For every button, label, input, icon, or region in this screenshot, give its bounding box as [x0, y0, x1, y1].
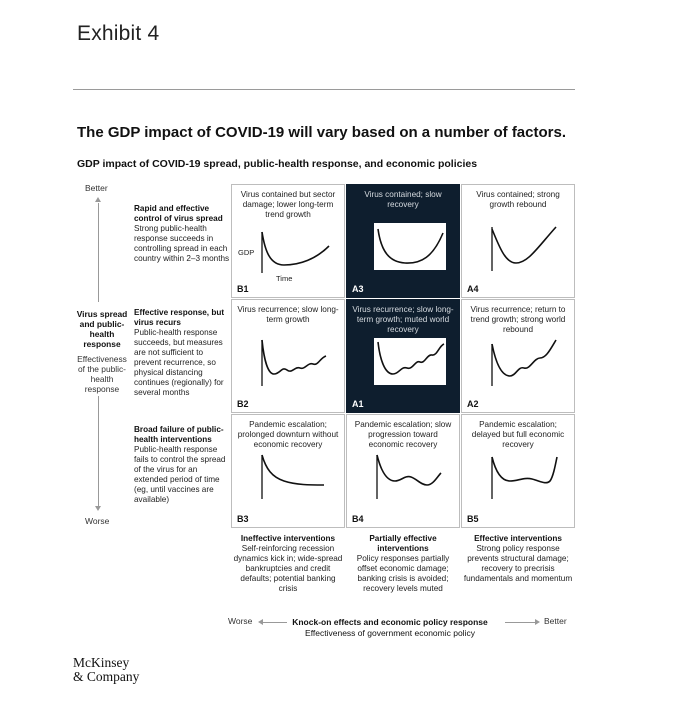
gdp-curve-a4 — [462, 185, 576, 299]
scenario-cell-b1 — [231, 184, 345, 298]
scenario-cell-a1 — [346, 299, 460, 413]
gdp-curve-a1 — [347, 300, 461, 414]
y-axis-title: Virus spread and public-health response — [76, 309, 128, 349]
scenario-description: Virus contained but sector damage; lower long-term trend growth — [240, 190, 336, 219]
y-axis-down-arrow-icon — [95, 506, 101, 511]
scenario-description: Virus contained; strong growth rebound — [476, 190, 560, 209]
scenario-id: A1 — [352, 399, 364, 409]
scenario-description: Virus contained; slow recovery — [364, 190, 442, 209]
scenario-id: B4 — [352, 514, 364, 524]
column-label-ineffective — [231, 534, 345, 594]
row-desc: Public-health response succeeds, but measures are not sufficient to prevent recurrence, so physical distancing continues (regionally) for several months — [134, 328, 224, 397]
scenario-id: B3 — [237, 514, 249, 524]
x-axis-line-right — [505, 622, 535, 623]
scenario-id: A4 — [467, 284, 479, 294]
x-axis-subtitle: Effectiveness of government economic policy — [305, 628, 475, 638]
scenario-description: Virus recurrence; return to trend growth; strong world rebound — [470, 305, 566, 334]
scenario-grid — [231, 184, 576, 529]
x-axis-line-left — [263, 622, 287, 623]
column-label-partial — [346, 534, 460, 594]
x-axis-left-label: Worse — [228, 616, 253, 626]
y-axis-subtitle: Effectiveness of the public-health response — [77, 354, 127, 394]
scenario-cell-a4 — [461, 184, 575, 298]
row-desc: Strong public-health response succeeds in controlling spread in each country within 2–3 months — [134, 224, 230, 263]
scenario-description: Pandemic escalation; delayed but full economic recovery — [471, 420, 565, 449]
gdp-curve-b2 — [232, 300, 346, 414]
headline: The GDP impact of COVID-19 will vary based on a number of factors. — [77, 124, 567, 141]
gdp-curve-a2 — [462, 300, 576, 414]
header-divider — [73, 89, 575, 90]
mckinsey-logo — [73, 656, 139, 684]
exhibit-label: Exhibit 4 — [77, 22, 160, 45]
x-axis-title: Knock-on effects and economic policy response — [292, 617, 488, 627]
y-axis-bottom-label: Worse — [85, 516, 110, 526]
time-axis-label: Time — [276, 274, 293, 283]
column-title: Ineffective interventions — [240, 534, 336, 543]
column-label-effective — [461, 534, 575, 584]
logo-line-1: McKinsey — [73, 655, 130, 670]
gdp-curve-a3 — [347, 185, 461, 299]
scenario-cell-b4 — [346, 414, 460, 528]
row-title: Rapid and effective control of virus spread — [134, 204, 223, 223]
scenario-id: B5 — [467, 514, 479, 524]
scenario-id: A2 — [467, 399, 479, 409]
column-title: Effective interventions — [474, 534, 562, 543]
scenario-id: B1 — [237, 284, 249, 294]
scenario-description: Pandemic escalation; slow progression toward economic recovery — [354, 420, 452, 449]
x-axis-title-block — [290, 617, 490, 639]
x-axis-right-label: Better — [544, 616, 567, 626]
x-axis-right-arrow-icon — [535, 619, 540, 625]
row-label-failure — [134, 425, 230, 505]
row-label-rapid — [134, 204, 230, 264]
chart-subtitle: GDP impact of COVID-19 spread, public-health response, and economic policies — [77, 158, 478, 170]
row-desc: Public-health response fails to control the spread of the virus for an extended period of time (eg, until vaccines are available) — [134, 445, 226, 504]
scenario-cell-a2 — [461, 299, 575, 413]
row-label-recurs — [134, 308, 230, 398]
scenario-cell-b5 — [461, 414, 575, 528]
scenario-cell-b2 — [231, 299, 345, 413]
logo-line-2: & Company — [73, 669, 140, 684]
column-desc: Strong policy response prevents structural damage; recovery to precrisis fundamentals and momentum — [463, 544, 573, 583]
scenario-id: A3 — [352, 284, 364, 294]
column-desc: Policy responses partially offset economic damage; banking crisis is avoided; recovery levels muted — [356, 554, 450, 593]
y-axis-top-label: Better — [85, 183, 108, 193]
row-title: Effective response, but virus recurs — [134, 308, 225, 327]
scenario-description: Virus recurrence; slow long-term growth; muted world recovery — [352, 305, 454, 334]
scenario-cell-a3 — [346, 184, 460, 298]
scenario-description: Pandemic escalation; prolonged downturn without economic recovery — [237, 420, 339, 449]
y-axis-line-lower — [98, 396, 99, 506]
scenario-description: Virus recurrence; slow long-term growth — [237, 305, 339, 324]
y-axis-up-arrow-icon — [95, 197, 101, 202]
column-title: Partially effective interventions — [369, 534, 437, 553]
y-axis-line-upper — [98, 203, 99, 302]
scenario-id: B2 — [237, 399, 249, 409]
scenario-cell-b3 — [231, 414, 345, 528]
gdp-curve-b4 — [347, 415, 461, 529]
y-axis-title-block — [74, 309, 130, 394]
gdp-curve-b3 — [232, 415, 346, 529]
column-desc: Self-reinforcing recession dynamics kick in; wide-spread bankruptcies and credit defaults; potential banking crisis — [233, 544, 343, 593]
row-title: Broad failure of public-health interventions — [134, 425, 224, 444]
gdp-curve-b5 — [462, 415, 576, 529]
gdp-axis-label: GDP — [238, 248, 255, 257]
